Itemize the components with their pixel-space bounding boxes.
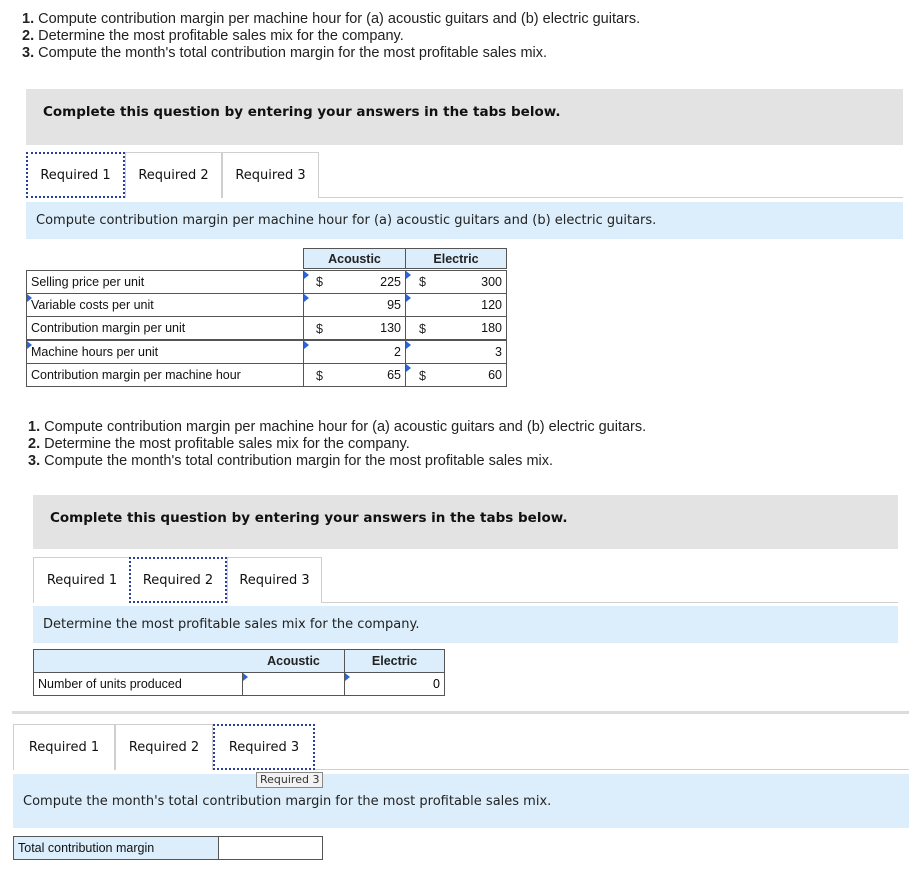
row-label-machine-hours: Machine hours per unit <box>26 340 304 364</box>
tab-tooltip: Required 3 <box>256 772 323 788</box>
question-1: 1. Compute contribution margin per machine hour for (a) acoustic guitars and (b) electric guitars. <box>22 11 641 27</box>
tab-required-3[interactable]: Required 3 <box>222 152 319 198</box>
tab-divider <box>322 602 898 603</box>
question-2: 2. Determine the most profitable sales mix for the company. <box>28 436 410 452</box>
acoustic-selling-price[interactable]: 225 <box>303 270 406 294</box>
input-flag-icon <box>304 271 309 279</box>
required-2-instruction: Determine the most profitable sales mix for the company. <box>33 606 898 643</box>
currency-sign: $ <box>419 322 426 336</box>
acoustic-machine-hours[interactable]: 2 <box>303 340 406 364</box>
column-header-electric: Electric <box>344 649 445 673</box>
acoustic-units-input[interactable] <box>242 672 345 696</box>
acoustic-contribution-margin[interactable]: 130 <box>303 316 406 340</box>
question-list <box>22 11 640 62</box>
acoustic-cm-per-machine-hour[interactable]: 65 <box>303 363 406 387</box>
total-contribution-margin-input[interactable] <box>218 836 323 860</box>
row-label-variable-costs: Variable costs per unit <box>26 293 304 317</box>
currency-sign: $ <box>419 275 426 289</box>
question-list-2 <box>28 419 646 470</box>
input-flag-icon <box>243 673 248 681</box>
instructions-banner-2: Complete this question by entering your answers in the tabs below. <box>33 495 898 549</box>
tab-required-1[interactable]: Required 1 <box>26 152 125 198</box>
question-3: 3. Compute the month's total contribution margin for the most profitable sales mix. <box>28 453 554 469</box>
question-1: 1. Compute contribution margin per machine hour for (a) acoustic guitars and (b) electric guitars. <box>28 419 647 435</box>
tab-required-1[interactable]: Required 1 <box>13 724 115 770</box>
tab-required-2[interactable]: Required 2 <box>115 724 213 770</box>
tab-required-3[interactable]: Required 3 <box>227 557 322 603</box>
currency-sign: $ <box>316 275 323 289</box>
currency-sign: $ <box>316 369 323 383</box>
electric-cm-per-machine-hour[interactable]: 60 <box>405 363 507 387</box>
tab-required-1[interactable]: Required 1 <box>33 557 131 603</box>
tab-divider <box>315 769 909 770</box>
input-flag-icon <box>304 341 309 349</box>
tab-required-2[interactable]: Required 2 <box>129 557 227 603</box>
currency-sign: $ <box>316 322 323 336</box>
input-flag-icon <box>406 364 411 372</box>
question-2: 2. Determine the most profitable sales mix for the company. <box>22 28 404 44</box>
electric-units-input[interactable] <box>344 672 445 696</box>
instructions-banner: Complete this question by entering your answers in the tabs below. <box>26 89 903 145</box>
row-label-units-produced: Number of units produced <box>33 672 243 696</box>
question-3: 3. Compute the month's total contribution margin for the most profitable sales mix. <box>22 45 548 61</box>
currency-sign: $ <box>419 369 426 383</box>
input-flag-icon <box>304 294 309 302</box>
required-1-instruction: Compute contribution margin per machine hour for (a) acoustic guitars and (b) electric guitars. <box>26 202 903 239</box>
input-flag-icon <box>406 341 411 349</box>
electric-contribution-margin[interactable]: 180 <box>405 316 507 340</box>
tab-required-3[interactable]: Required 3 <box>213 724 315 770</box>
tab-required-2[interactable]: Required 2 <box>125 152 222 198</box>
tab-divider <box>319 197 903 198</box>
input-flag-icon <box>406 294 411 302</box>
row-label-contribution-margin: Contribution margin per unit <box>26 316 304 340</box>
input-flag-icon <box>345 673 350 681</box>
row-label-cm-per-machine-hour: Contribution margin per machine hour <box>26 363 304 387</box>
row-label-selling-price: Selling price per unit <box>26 270 304 294</box>
electric-machine-hours[interactable]: 3 <box>405 340 507 364</box>
column-header-acoustic: Acoustic <box>242 649 345 673</box>
column-header-electric: Electric <box>405 248 507 269</box>
header-spacer <box>33 649 243 673</box>
required-3-instruction: Compute the month's total contribution margin for the most profitable sales mix. <box>13 774 909 828</box>
acoustic-variable-costs[interactable]: 95 <box>303 293 406 317</box>
input-flag-icon <box>27 294 32 302</box>
row-label-total-contribution-margin: Total contribution margin <box>13 836 219 860</box>
input-flag-icon <box>406 271 411 279</box>
electric-selling-price[interactable]: 300 <box>405 270 507 294</box>
column-header-acoustic: Acoustic <box>303 248 406 269</box>
section-separator <box>12 711 909 714</box>
input-flag-icon <box>27 341 32 349</box>
electric-variable-costs[interactable]: 120 <box>405 293 507 317</box>
